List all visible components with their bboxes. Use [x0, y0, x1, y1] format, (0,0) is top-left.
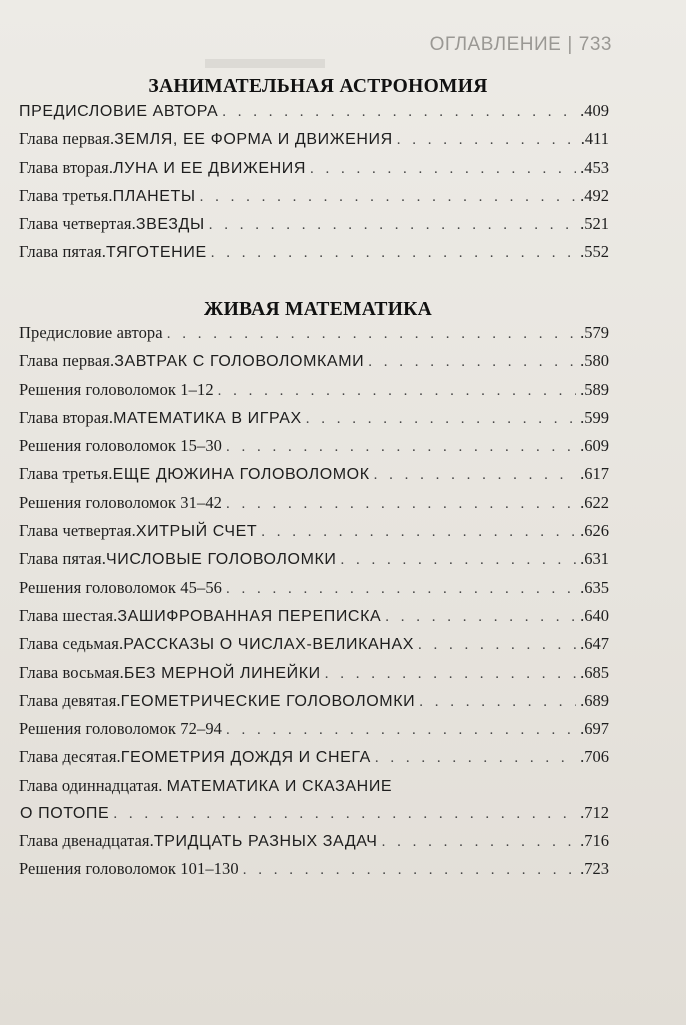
dot-leader: [243, 862, 576, 879]
entry-prefix: Решения головоломок 31–42: [19, 492, 223, 512]
toc-math: [19, 323, 609, 888]
entry-page: .716: [580, 831, 609, 851]
entry-title: МАТЕМАТИКА И СКАЗАНИЕ: [166, 777, 393, 795]
entry-title: ЛУНА И ЕЕ ДВИЖЕНИЯ: [113, 159, 307, 177]
entry-title: БЕЗ МЕРНОЙ ЛИНЕЙКИ: [123, 664, 321, 682]
entry-page: .689: [580, 690, 609, 710]
dot-leader: [375, 750, 576, 767]
entry-prefix: Глава седьмая.: [19, 634, 124, 654]
toc-entry[interactable]: [19, 859, 609, 887]
dot-leader: [218, 383, 576, 400]
dot-leader: [113, 806, 576, 823]
entry-page: .622: [580, 492, 609, 512]
dot-leader: [419, 694, 576, 711]
entry-page: .580: [580, 351, 609, 371]
entry-page: .706: [580, 747, 609, 767]
toc-entry[interactable]: [19, 408, 609, 436]
entry-prefix: Глава восьмая.: [19, 662, 124, 682]
entry-prefix: Глава двенадцатая.: [19, 831, 154, 851]
toc-entry[interactable]: [19, 158, 609, 186]
toc-entry[interactable]: [19, 719, 609, 747]
entry-title: ПРЕДИСЛОВИЕ АВТОРА: [19, 103, 219, 120]
entry-prefix: Решения головоломок 1–12: [19, 379, 214, 399]
toc-entry[interactable]: [19, 578, 609, 606]
entry-title: ГЕОМЕТРИЧЕСКИЕ ГОЛОВОЛОМКИ: [120, 692, 416, 710]
toc-entry[interactable]: [19, 436, 609, 464]
entry-title: ТЯГОТЕНИЕ: [105, 244, 207, 262]
dot-leader: [209, 217, 576, 234]
entry-page: .685: [580, 662, 609, 682]
running-head-separator: |: [567, 34, 573, 55]
toc-entry[interactable]: [19, 464, 609, 492]
entry-prefix: Глава одиннадцатая.: [19, 775, 167, 795]
entry-prefix: Глава первая.: [19, 129, 115, 149]
toc-entry[interactable]: [19, 214, 609, 242]
entry-title: ТРИДЦАТЬ РАЗНЫХ ЗАДАЧ: [153, 833, 378, 851]
entry-page: .552: [580, 242, 609, 262]
entry-title: ЗАВТРАК С ГОЛОВОЛОМКАМИ: [114, 353, 365, 371]
dot-leader: [167, 326, 576, 343]
dot-leader: [200, 189, 576, 206]
toc-entry[interactable]: [19, 663, 609, 691]
entry-page: .453: [580, 157, 609, 177]
toc-entry[interactable]: [19, 831, 609, 859]
dot-leader: [226, 496, 576, 513]
entry-page: .626: [580, 521, 609, 541]
entry-title: ГЕОМЕТРИЯ ДОЖДЯ И СНЕГА: [120, 749, 371, 767]
toc-entry[interactable]: [19, 351, 609, 379]
entry-page: .411: [580, 129, 609, 149]
entry-page: .697: [580, 719, 609, 739]
toc-entry[interactable]: [19, 101, 609, 129]
dot-leader: [368, 354, 576, 371]
entry-title: ПЛАНЕТЫ: [112, 187, 196, 205]
section-title-math: ЖИВАЯ МАТЕМАТИКА: [203, 299, 433, 320]
entry-prefix: Решения головоломок 15–30: [19, 436, 223, 456]
dot-leader: [226, 581, 576, 598]
entry-page: .609: [580, 436, 609, 456]
dot-leader: [306, 411, 576, 428]
entry-prefix: Предисловие автора: [19, 323, 163, 342]
dot-leader: [310, 161, 576, 178]
entry-title: ЗАШИФРОВАННАЯ ПЕРЕПИСКА: [117, 607, 382, 625]
toc-entry[interactable]: [19, 186, 609, 214]
entry-prefix: Глава шестая.: [19, 605, 118, 625]
entry-prefix: Глава четвертая.: [19, 521, 136, 541]
entry-prefix: Глава пятая.: [19, 242, 106, 262]
entry-prefix: Глава десятая.: [19, 747, 121, 767]
entry-page: .409: [580, 101, 609, 120]
entry-title-continuation: О ПОТОПЕ: [20, 804, 110, 822]
toc-entry[interactable]: [19, 129, 609, 157]
entry-first-line: [19, 776, 609, 803]
entry-prefix: Решения головоломок 45–56: [19, 577, 223, 597]
entry-page: .599: [580, 407, 609, 427]
dot-leader: [382, 834, 577, 851]
entry-page: .617: [580, 464, 609, 484]
toc-entry[interactable]: [19, 747, 609, 775]
entry-page: .712: [580, 802, 609, 822]
entry-prefix: Глава вторая.: [19, 157, 114, 177]
entry-prefix: Решения головоломок 72–94: [19, 719, 223, 739]
toc-entry[interactable]: [19, 242, 609, 270]
toc-entry[interactable]: [19, 549, 609, 577]
entry-title: ЗЕМЛЯ, ЕЕ ФОРМА И ДВИЖЕНИЯ: [114, 131, 393, 149]
toc-entry[interactable]: [19, 691, 609, 719]
entry-page: .589: [580, 379, 609, 399]
entry-prefix: Глава вторая.: [19, 407, 114, 427]
dot-leader: [226, 722, 576, 739]
toc-entry[interactable]: [19, 380, 609, 408]
dot-leader: [385, 609, 576, 626]
toc-entry[interactable]: [19, 323, 609, 351]
entry-prefix: Глава первая.: [19, 351, 115, 371]
entry-title: ЗВЕЗДЫ: [135, 216, 205, 234]
entry-prefix: Глава третья.: [19, 464, 113, 484]
toc-astronomy: [19, 101, 609, 271]
dot-leader: [325, 666, 576, 683]
entry-page: .723: [580, 859, 609, 879]
dot-leader: [341, 552, 577, 569]
dot-leader: [222, 104, 576, 121]
entry-page: .647: [580, 634, 609, 654]
running-head: [430, 34, 612, 56]
section-title-astronomy: ЗАНИМАТЕЛЬНАЯ АСТРОНОМИЯ: [148, 76, 488, 97]
entry-page: .640: [580, 605, 609, 625]
entry-prefix: Глава пятая.: [19, 549, 106, 569]
entry-title: ЧИСЛОВЫЕ ГОЛОВОЛОМКИ: [105, 551, 337, 569]
entry-title: МАТЕМАТИКА В ИГРАХ: [113, 409, 302, 427]
dot-leader: [418, 637, 576, 654]
running-head-page-number: 733: [578, 34, 612, 55]
entry-continuation-line: [19, 803, 609, 831]
entry-page: .492: [580, 185, 609, 205]
entry-prefix: Глава девятая.: [19, 690, 121, 710]
entry-page: .635: [580, 577, 609, 597]
entry-prefix: Глава четвертая.: [19, 214, 136, 234]
entry-title: ЕЩЕ ДЮЖИНА ГОЛОВОЛОМОК: [112, 466, 370, 484]
entry-page: .631: [580, 549, 609, 569]
entry-prefix: Глава третья.: [19, 185, 113, 205]
entry-title: РАССКАЗЫ О ЧИСЛАХ-ВЕЛИКАНАХ: [123, 636, 415, 654]
dot-leader: [211, 245, 576, 262]
running-head-section: ОГЛАВЛЕНИЕ: [429, 34, 562, 55]
toc-entry[interactable]: [19, 493, 609, 521]
entry-title: ХИТРЫЙ СЧЕТ: [135, 523, 258, 541]
entry-page: .521: [580, 214, 609, 234]
dot-leader: [261, 524, 576, 541]
show-through-text: ▬▬▬▬: [205, 42, 325, 75]
toc-entry-wrapped[interactable]: [19, 776, 609, 831]
dot-leader: [226, 439, 576, 456]
entry-prefix: Решения головоломок 101–130: [19, 859, 239, 879]
entry-page: .579: [580, 323, 609, 342]
toc-entry[interactable]: [19, 606, 609, 634]
toc-entry[interactable]: [19, 634, 609, 662]
dot-leader: [374, 467, 576, 484]
dot-leader: [397, 132, 577, 149]
toc-entry[interactable]: [19, 521, 609, 549]
